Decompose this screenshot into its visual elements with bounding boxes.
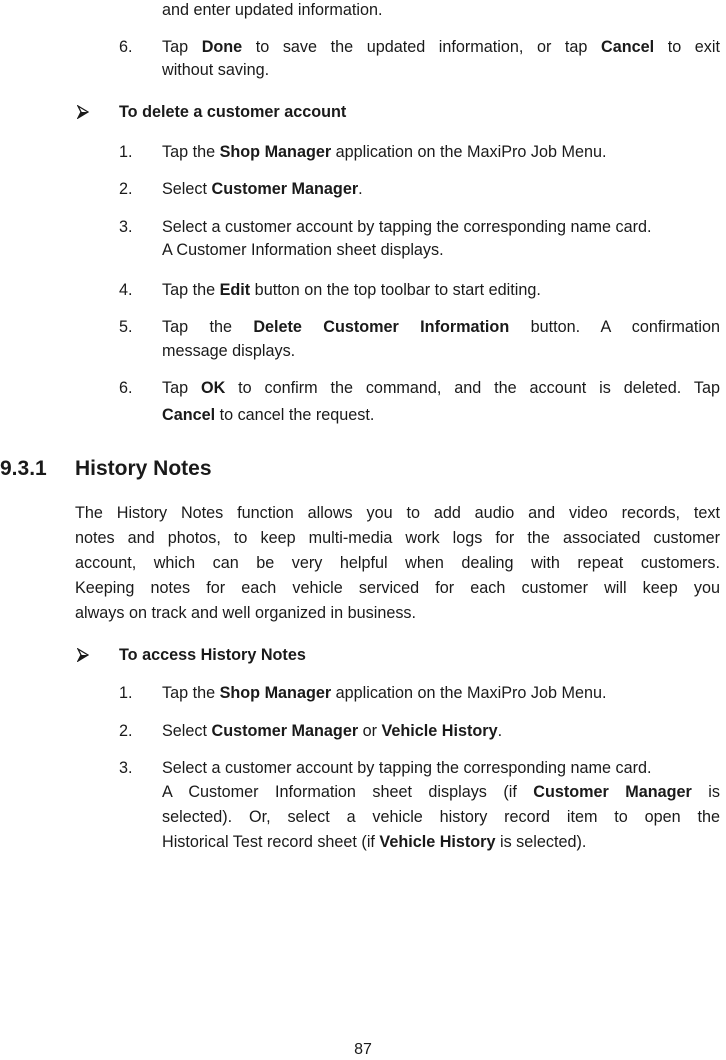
step-text: Select a customer account by tapping the corresponding name card. xyxy=(162,759,652,777)
step-text-cont: A Customer Information sheet displays (if Customer Manager is xyxy=(162,783,720,801)
step-text: Select Customer Manager or Vehicle History. xyxy=(162,722,503,740)
section-number: 9.3.1 xyxy=(0,457,47,480)
step-number: 4. xyxy=(119,281,133,299)
paragraph-line: notes and photos, to keep multi-media work logs for the associated customer xyxy=(75,529,720,547)
step-text: Tap the Edit button on the top toolbar to start editing. xyxy=(162,281,541,299)
section-title: History Notes xyxy=(75,457,212,480)
page-number: 87 xyxy=(354,1041,372,1058)
step-number: 1. xyxy=(119,684,133,702)
arrow-bullet-icon xyxy=(77,105,89,119)
step-number: 3. xyxy=(119,759,133,777)
step-text-cont: selected). Or, select a vehicle history record item to open the xyxy=(162,808,720,826)
arrow-bullet-icon xyxy=(77,648,89,662)
step-number: 6. xyxy=(119,38,133,56)
step-text-cont: Cancel to cancel the request. xyxy=(162,406,375,424)
step-text-cont: message displays. xyxy=(162,342,296,360)
step-text-cont: Historical Test record sheet (if Vehicle History is selected). xyxy=(162,833,587,851)
step-text: Tap Done to save the updated information, or tap Cancel to exit xyxy=(162,38,720,56)
paragraph-line: account, which can be very helpful when dealing with repeat customers. xyxy=(75,554,720,572)
procedure-title: To access History Notes xyxy=(119,646,306,664)
step-number: 3. xyxy=(119,218,133,236)
continuation-text: and enter updated information. xyxy=(162,1,383,19)
step-text: Tap OK to confirm the command, and the account is deleted. Tap xyxy=(162,379,720,397)
step-text-cont: without saving. xyxy=(162,61,270,79)
paragraph-line: The History Notes function allows you to add audio and video records, text xyxy=(75,504,720,522)
paragraph-line: Keeping notes for each vehicle serviced for each customer will keep you xyxy=(75,579,720,597)
step-number: 1. xyxy=(119,143,133,161)
procedure-title: To delete a customer account xyxy=(119,103,347,121)
step-number: 2. xyxy=(119,180,133,198)
step-text: Select a customer account by tapping the corresponding name card. xyxy=(162,218,652,236)
step-text: Tap the Shop Manager application on the MaxiPro Job Menu. xyxy=(162,143,607,161)
step-text: Select Customer Manager. xyxy=(162,180,363,198)
step-text-cont: A Customer Information sheet displays. xyxy=(162,241,444,259)
step-text: Tap the Delete Customer Information button. A confirmation xyxy=(162,318,720,336)
step-number: 6. xyxy=(119,379,133,397)
step-number: 5. xyxy=(119,318,133,336)
paragraph-line: always on track and well organized in business. xyxy=(75,604,417,622)
step-number: 2. xyxy=(119,722,133,740)
step-text: Tap the Shop Manager application on the MaxiPro Job Menu. xyxy=(162,684,607,702)
